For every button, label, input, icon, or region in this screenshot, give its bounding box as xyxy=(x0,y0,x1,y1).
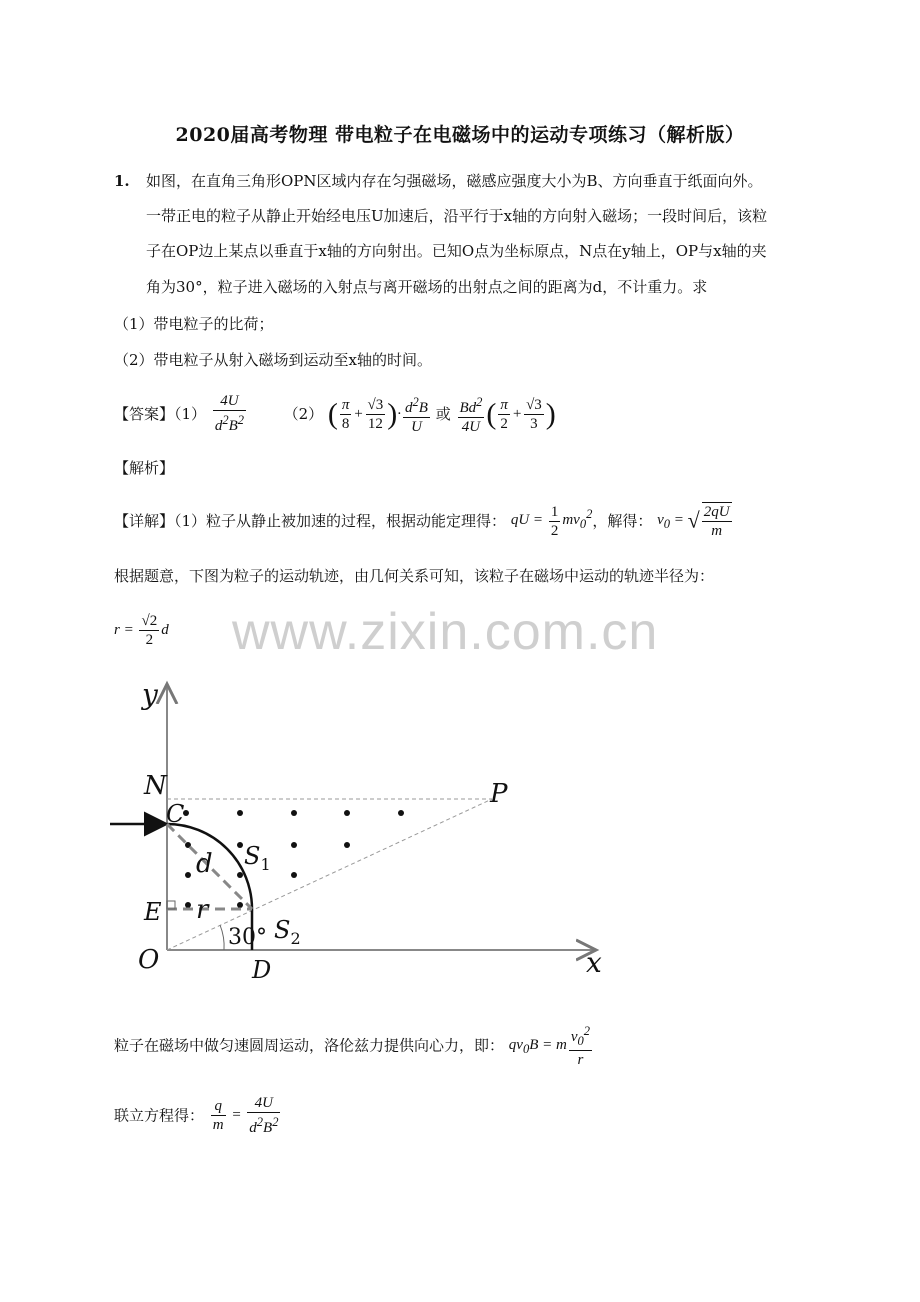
label-e: E xyxy=(144,898,162,926)
detail-text-4: 联立方程得： xyxy=(114,1106,205,1125)
answer-2-formula-b: $\frac{Bd^2}{4U}$ ( $\frac{\pi}{2}$ + $\frac{√3}{3}$ ) xyxy=(459,394,556,435)
answer-part2-prefix: （2） xyxy=(283,405,324,423)
sub-question-1: （1）带电粒子的比荷； xyxy=(114,315,274,333)
sub-question-2: （2）带电粒子从射入磁场到运动至x轴的时间。 xyxy=(114,351,433,369)
label-r: r xyxy=(196,895,209,925)
detail-row-1 xyxy=(114,502,734,540)
answer-part1-prefix: （1） xyxy=(174,405,207,423)
label-d-chord: d xyxy=(196,849,213,879)
label-s2: $S_2$ xyxy=(274,916,301,948)
question-number: 1. xyxy=(114,172,130,190)
detail-label: 【详解】 xyxy=(114,511,175,530)
detail-text-2: 根据题意，下图为粒子的运动轨迹，由几何关系可知，该粒子在磁场中运动的轨迹半径为： xyxy=(114,567,715,585)
watermark: www.zixin.com.cn xyxy=(232,603,659,661)
label-c: C xyxy=(166,800,185,828)
document-title: 2020届高考物理 带电粒子在电磁场中的运动专项练习（解析版） xyxy=(175,124,745,146)
label-s1: $S_1$ xyxy=(244,842,271,874)
velocity-formula: $v_0$ = √ $\frac{2qU}{m}$ xyxy=(657,504,730,539)
label-n: N xyxy=(144,771,167,801)
magnetic-field-dots xyxy=(183,810,404,908)
label-p: P xyxy=(490,779,508,809)
question-line-3: 子在OP边上某点以垂直于x轴的方向射出。已知O点为坐标原点，N点在y轴上，OP与x轴的夹 xyxy=(146,242,767,260)
radius-formula: r = $\frac{√2}{2}$ d xyxy=(114,613,169,648)
label-angle: 30° xyxy=(228,925,267,950)
question-line-1: 如图，在直角三角形OPN区域内存在匀强磁场，磁感应强度大小为B、方向垂直于纸面向外。 xyxy=(146,172,763,190)
trajectory-figure xyxy=(104,672,614,992)
lorentz-formula: $qv_0B = m$ $\frac{v_0^2}{r}$ xyxy=(508,1024,591,1068)
answer-label: 【答案】 xyxy=(114,405,175,423)
label-d-point: D xyxy=(252,956,272,984)
analysis-label: 【解析】 xyxy=(114,459,175,477)
label-y: y xyxy=(142,678,158,711)
answer-1-formula: $\frac{4U}{d^2B^2}$ xyxy=(214,393,245,434)
answer-row xyxy=(114,392,556,436)
answer-2-formula-a: ( $\frac{\pi}{8}$ + $\frac{√3}{12}$ )· $\frac{d^2B}{U}$ xyxy=(327,394,428,435)
result-formula: $\frac{q}{m}$ = $\frac{4U}{d^2B^2}$ xyxy=(212,1095,279,1136)
detail-text-1: （1）粒子从静止被加速的过程，根据动能定理得： xyxy=(174,511,507,530)
detail-text-1-mid: ，解得： xyxy=(592,511,653,530)
detail-row-4 xyxy=(114,1094,282,1137)
detail-text-3: 粒子在磁场中做匀速圆周运动，洛伦兹力提供向心力，即： xyxy=(114,1036,505,1055)
label-o: O xyxy=(138,945,160,975)
answer-or: 或 xyxy=(435,405,451,423)
kinetic-energy-formula: qU = $\frac{1}{2}$ $mv_0^2$ xyxy=(510,503,593,539)
detail-row-3 xyxy=(114,1022,594,1069)
question-line-4: 角为30°，粒子进入磁场的入射点与离开磁场的出射点之间的距离为d，不计重力。求 xyxy=(146,278,708,296)
question-line-2: 一带正电的粒子从静止开始经电压U加速后，沿平行于x轴的方向射入磁场；一段时间后，该粒 xyxy=(146,207,768,225)
angle-arc xyxy=(220,925,224,950)
label-x: x xyxy=(586,946,602,979)
